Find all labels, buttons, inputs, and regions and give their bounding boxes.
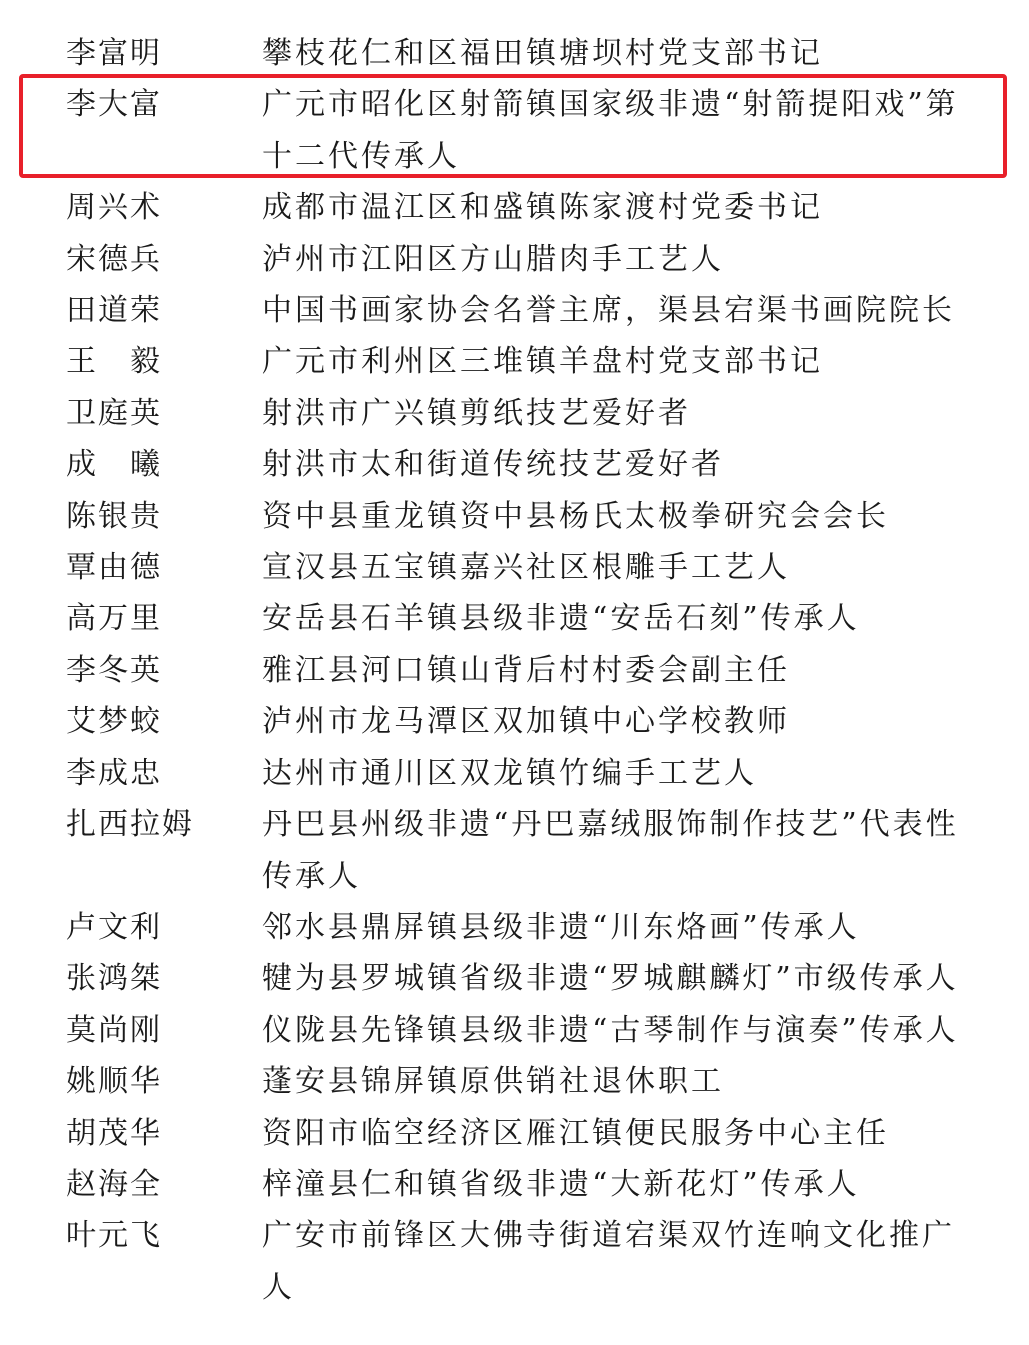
person-description: 雅江县河口镇山背后村村委会副主任: [262, 652, 790, 688]
person-description: 资阳市临空经济区雁江镇便民服务中心主任: [262, 1115, 889, 1151]
person-description: 资中县重龙镇资中县杨氏太极拳研究会会长: [262, 498, 889, 534]
person-name: 卢文利: [66, 909, 162, 945]
list-item: [0, 696, 1029, 747]
person-name: 高万里: [66, 601, 162, 637]
person-name: 叶元飞: [66, 1218, 162, 1254]
list-item: [0, 542, 1029, 593]
list-item: [0, 593, 1029, 644]
person-name: 王 毅: [66, 344, 162, 380]
person-description: 广安市前锋区大佛寺街道宕渠双竹连响文化推广人: [262, 1218, 955, 1305]
person-name: 卫庭英: [66, 395, 162, 431]
list-item: [0, 28, 1029, 79]
list-item: [0, 1108, 1029, 1159]
list-item: [0, 748, 1029, 799]
person-description: 仪陇县先锋镇县级非遗“古琴制作与演奏”传承人: [262, 1012, 959, 1048]
list-item: [0, 799, 1029, 902]
person-name: 莫尚刚: [66, 1012, 162, 1048]
list-item: [0, 182, 1029, 233]
person-name: 姚顺华: [66, 1064, 162, 1100]
person-name: 周兴术: [66, 190, 162, 226]
person-description: 广元市利州区三堆镇羊盘村党支部书记: [262, 344, 823, 380]
person-name: 胡茂华: [66, 1115, 162, 1151]
person-description: 蓬安县锦屏镇原供销社退休职工: [262, 1064, 724, 1100]
person-name: 扎西拉姆: [66, 807, 194, 843]
person-description: 中国书画家协会名誉主席，渠县宕渠书画院院长: [262, 293, 955, 329]
person-description: 泸州市江阳区方山腊肉手工艺人: [262, 241, 724, 277]
person-description: 达州市通川区双龙镇竹编手工艺人: [262, 755, 757, 791]
person-name: 张鸿桀: [66, 961, 162, 997]
list-item: [0, 234, 1029, 285]
person-description: 犍为县罗城镇省级非遗“罗城麒麟灯”市级传承人: [262, 961, 959, 997]
list-item: [0, 491, 1029, 542]
person-description: 梓潼县仁和镇省级非遗“大新花灯”传承人: [262, 1166, 860, 1202]
person-description: 宣汉县五宝镇嘉兴社区根雕手工艺人: [262, 550, 790, 586]
person-description: 射洪市广兴镇剪纸技艺爱好者: [262, 395, 691, 431]
person-description: 射洪市太和街道传统技艺爱好者: [262, 447, 724, 483]
list-item: [0, 439, 1029, 490]
person-description: 安岳县石羊镇县级非遗“安岳石刻”传承人: [262, 601, 860, 637]
highlight-box: [19, 74, 1007, 178]
person-name: 李成忠: [66, 755, 162, 791]
person-name: 李富明: [66, 36, 162, 71]
person-description: 邻水县鼎屏镇县级非遗“川东烙画”传承人: [262, 909, 860, 945]
list-item: [0, 953, 1029, 1004]
person-name: 成 曦: [66, 447, 162, 483]
person-name: 李大富: [66, 87, 162, 123]
list-item: [0, 1159, 1029, 1210]
list-item: [0, 902, 1029, 953]
list-item: [0, 1005, 1029, 1056]
person-name: 宋德兵: [66, 241, 162, 277]
list-item: [0, 1056, 1029, 1107]
person-description: 成都市温江区和盛镇陈家渡村党委书记: [262, 190, 823, 226]
name-list: [0, 28, 1029, 1313]
person-name: 艾梦蛟: [66, 704, 162, 740]
person-name: 赵海全: [66, 1166, 162, 1202]
person-name: 李冬英: [66, 652, 162, 688]
person-description: 攀枝花仁和区福田镇塘坝村党支部书记: [262, 36, 823, 71]
person-name: 覃由德: [66, 550, 162, 586]
list-item: [0, 285, 1029, 336]
list-item: [0, 388, 1029, 439]
person-name: 陈银贵: [66, 498, 162, 534]
person-description: 广元市昭化区射箭镇国家级非遗“射箭提阳戏”第十二代传承人: [262, 87, 959, 174]
list-item: [0, 336, 1029, 387]
list-item: [0, 645, 1029, 696]
person-description: 丹巴县州级非遗“丹巴嘉绒服饰制作技艺”代表性传承人: [262, 807, 959, 894]
person-description: 泸州市龙马潭区双加镇中心学校教师: [262, 704, 790, 740]
list-item: [0, 1210, 1029, 1313]
person-name: 田道荣: [66, 293, 162, 329]
